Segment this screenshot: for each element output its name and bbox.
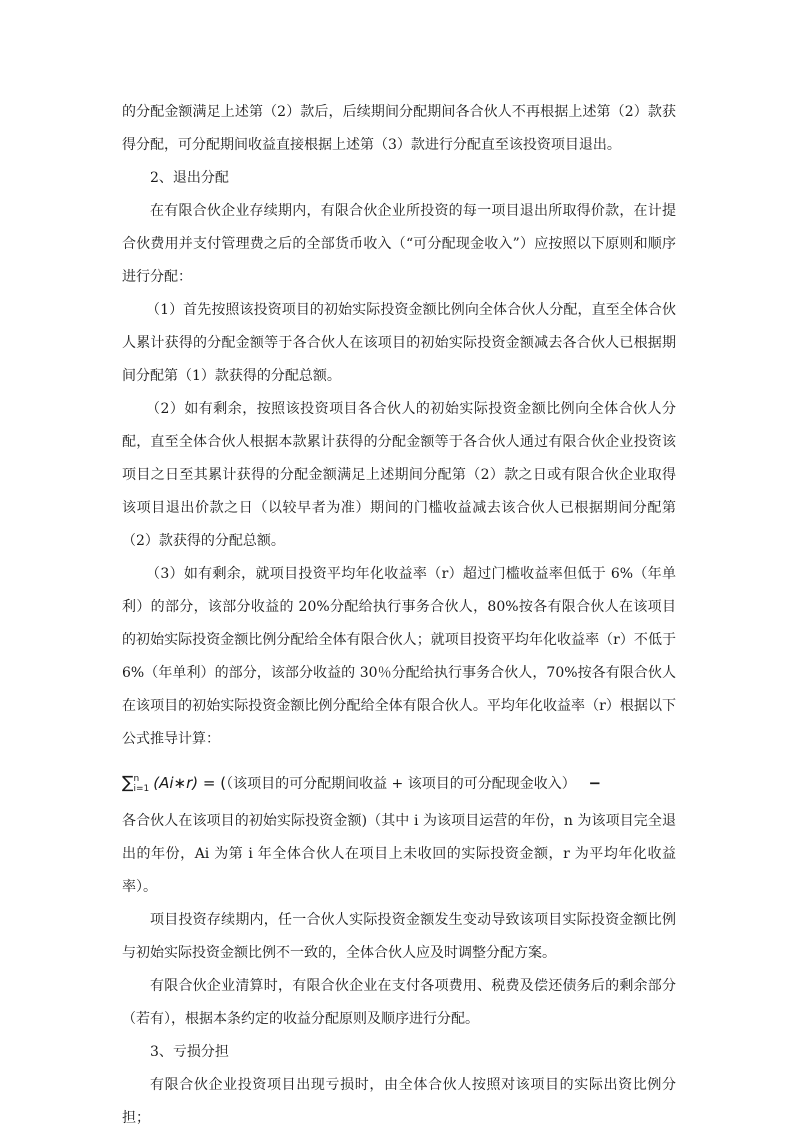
summation-limits <box>133 774 149 794</box>
summation-upper: n <box>133 773 140 784</box>
paragraph-formula-continuation: 各合伙人在该项目的初始实际投资金额)（其中 i 为该项目运营的年份，n 为该项目完全退出的年份，Ai 为第 i 年全体合伙人在项目上未收回的实际投资金额，r 为平均年化收益率）。 <box>122 813 676 895</box>
formula-minus: − <box>588 774 602 792</box>
summation-lower: i=1 <box>133 783 150 794</box>
section-heading-exit-distribution: 2、退出分配 <box>150 170 229 186</box>
paragraph-item-2: （2）如有剩余，按照该投资项目各合伙人的初始实际投资金额比例向全体合伙人分配，直至全体合伙人根据本款累计获得的分配金额等于各合伙人通过有限合伙企业投资该项目之日至其累计获得的分配金额满足上述期间分配第（2）款之日或有限合伙企业取得该项目退出价款之日（以较早者为准）期间的门槛收益减去该合伙人已根据期间分配第（2）款获得的分配总额。 <box>122 401 676 549</box>
paragraph-item-3: （3）如有剩余，就项目投资平均年化收益率（r）超过门槛收益率但低于 6%（年单利）的部分，该部分收益的 20%分配给执行事务合伙人，80%按各有限合伙人在该项目的初始实际投资金额比例分配给全体有限合伙人；就项目投资平均年化收益率（r）不低于 6%（年单利）的部分，该部分收益的 30％分配给执行事务合伙人，70%按各有限合伙人在该项目的初始实际投资金额比例分配给全体有限合伙人。平均年化收益率（r）根据以下公式推导计算： <box>122 566 676 747</box>
summation-symbol: ∑ <box>122 773 134 793</box>
paragraph-item-1: （1）首先按照该投资项目的初始实际投资金额比例向全体合伙人分配，直至全体合伙人累计获得的分配金额等于各合伙人在该项目的初始实际投资金额减去各合伙人已根据期间分配第（1）款获得的分配总额。 <box>122 302 676 384</box>
formula-equals: = ( <box>202 774 227 792</box>
section-heading-loss-sharing: 3、亏损分担 <box>150 1044 229 1060</box>
paragraph-adjustment: 项目投资存续期内，任一合伙人实际投资金额发生变动导致该项目实际投资金额比例与初始实际投资金额比例不一致的，全体合伙人应及时调整分配方案。 <box>122 912 676 961</box>
paragraph-exit-intro: 在有限合伙企业存续期内，有限合伙企业所投资的每一项目退出所取得价款，在计提合伙费用并支付管理费之后的全部货币收入（“可分配现金收入”）应按照以下原则和顺序进行分配： <box>122 203 676 285</box>
paragraph-liquidation: 有限合伙企业清算时，有限合伙企业在支付各项费用、税费及偿还债务后的剩余部分（若有），根据本条约定的收益分配原则及顺序进行分配。 <box>122 978 676 1027</box>
return-rate-formula <box>122 768 676 799</box>
paragraph-loss-sharing: 有限合伙企业投资项目出现亏损时，由全体合伙人按照对该项目的实际出资比例分担； <box>122 1077 676 1126</box>
formula-rhs: （该项目的可分配期间收益 + 该项目的可分配现金收入） <box>226 776 576 792</box>
document-body <box>122 96 676 1135</box>
paragraph-continuation: 的分配金额满足上述第（2）款后，后续期间分配期间各合伙人不再根据上述第（2）款获得分配，可分配期间收益直接根据上述第（3）款进行分配直至该投资项目退出。 <box>122 104 676 153</box>
formula-lhs: (Ai∗r) <box>153 774 199 792</box>
